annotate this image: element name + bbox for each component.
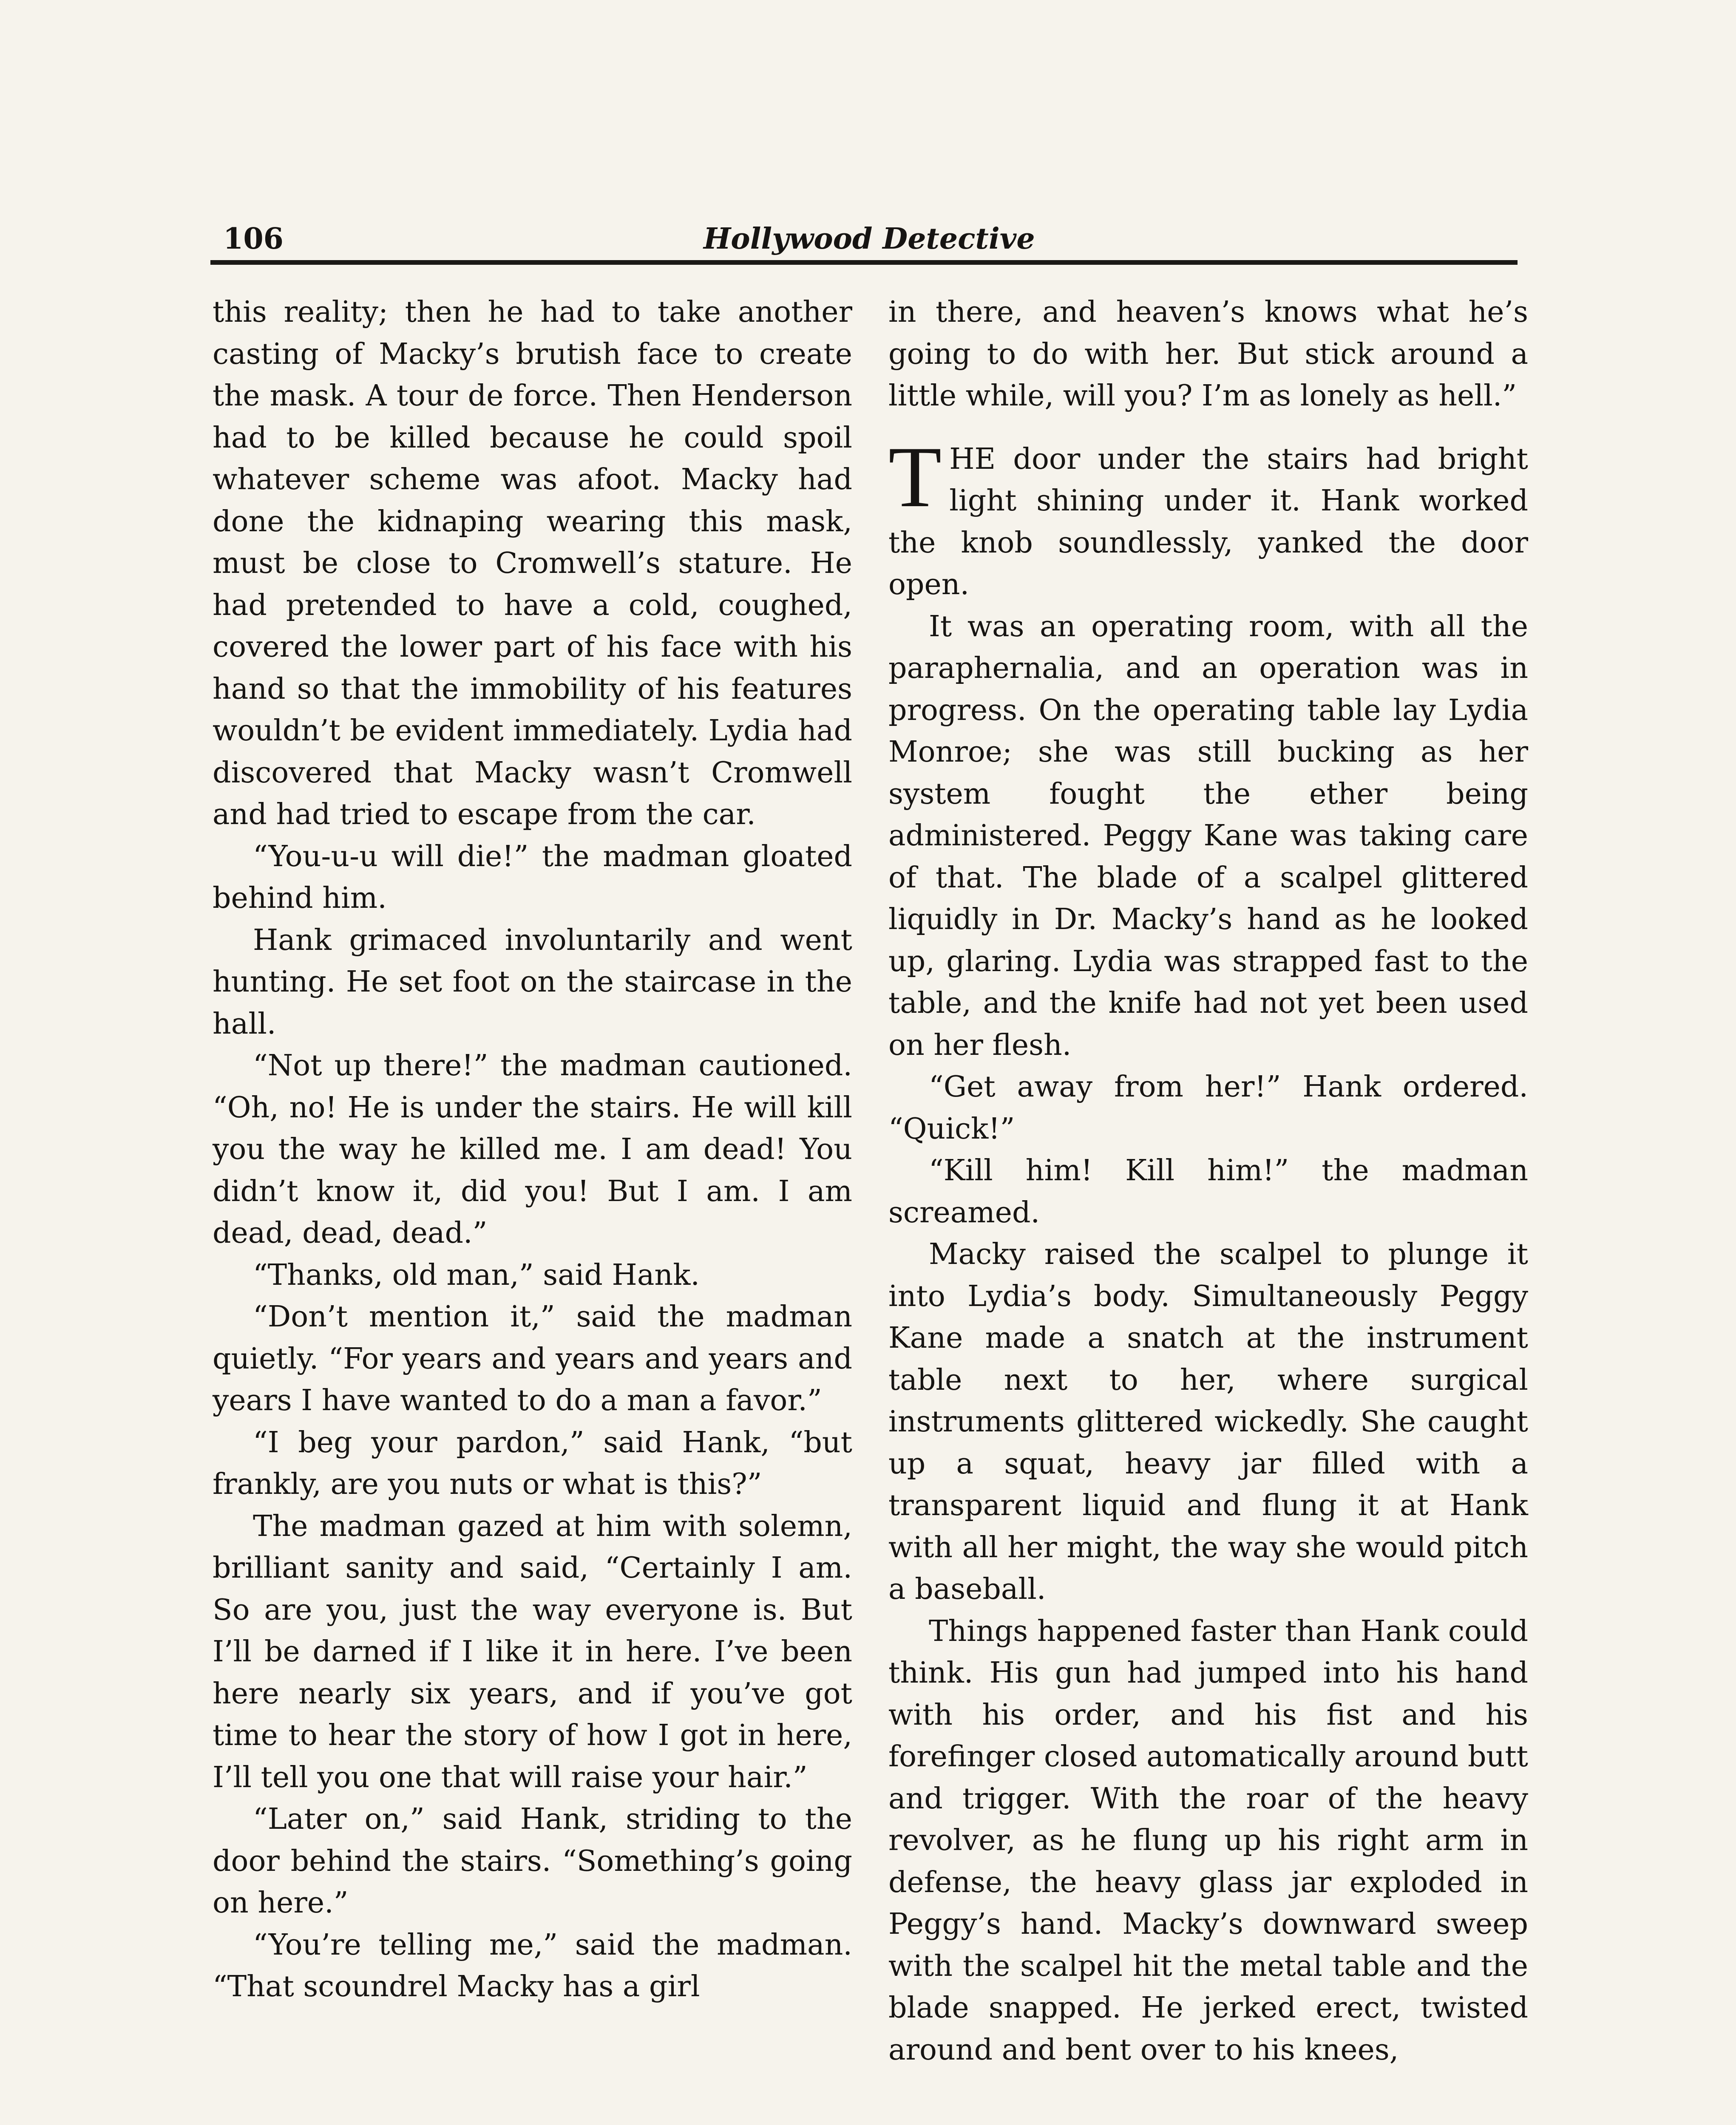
section-opening-text: HE door under the stairs had bright light shining under it. Hank worked the knob soundlessly, yanked the door open. bbox=[888, 442, 1528, 601]
paragraph: Hank grimaced involuntarily and went hunting. He set foot on the staircase in the hall. bbox=[213, 923, 852, 1041]
page-number: 106 bbox=[223, 222, 284, 256]
journal-title: Hollywood Detective bbox=[703, 222, 1035, 256]
paragraph: “You’re telling me,” said the madman. “That scoundrel Macky has a girl bbox=[213, 1928, 852, 2003]
left-column bbox=[213, 292, 852, 2008]
paragraph: “Get away from her!” Hank ordered. “Quick!” bbox=[888, 1070, 1528, 1146]
paragraph: “Not up there!” the madman cautioned. “Oh, no! He is under the stairs. He will kill you the way he killed me. I am dead! You didn’t know it, did you! But I am. I am dead, dead, dead.” bbox=[213, 1049, 852, 1250]
paragraph: “Later on,” said Hank, striding to the door behind the stairs. “Something’s going on here.” bbox=[213, 1802, 852, 1920]
paragraph: “I beg your pardon,” said Hank, “but frankly, are you nuts or what is this?” bbox=[213, 1425, 852, 1501]
paragraph: Macky raised the scalpel to plunge it into Lydia’s body. Simultaneously Peggy Kane made a snatch at the instrument table next to her, where surgical instruments glittered wickedly. She caught up a squat, heavy jar filled with a transparent liquid and flung it at Hank with all her might, the way she would pitch a baseball. bbox=[888, 1238, 1528, 1606]
right-column bbox=[888, 292, 1528, 2071]
paragraph: this reality; then he had to take another casting of Macky’s brutish face to create the mask. A tour de force. Then Henderson had to be killed because he could spoil whatever scheme was afoot. Macky had done the kidnaping wearing this mask, must be close to Cromwell’s stature. He had pretended to have a cold, coughed, covered the lower part of his face with his hand so that the immobility of his features wouldn’t be evident immediately. Lydia had discovered that Macky wasn’t Cromwell and had tried to escape from the car. bbox=[213, 295, 852, 831]
paragraph: The madman gazed at him with solemn, brilliant sanity and said, “Certainly I am. So are you, just the way everyone is. But I’ll be darned if I like it in here. I’ve been here nearly six years, and if you’ve got time to hear the story of how I got in here, I’ll tell you one that will raise your hair.” bbox=[213, 1509, 852, 1794]
paragraph: “Thanks, old man,” said Hank. bbox=[253, 1258, 700, 1292]
paragraph: “Kill him! Kill him!” the madman screamed. bbox=[888, 1154, 1528, 1230]
paragraph: Things happened faster than Hank could think. His gun had jumped into his hand with his order, and his fist and his forefinger closed automatically around butt and trigger. With the roar of the heavy revolver, as he flung up his right arm in defense, the heavy glass jar exploded in Peggy’s hand. Macky’s downward sweep with the scalpel hit the metal table and the blade snapped. He jerked erect, twisted around and bent over to his knees, bbox=[888, 1614, 1528, 2067]
paragraph: “You-u-u will die!” the madman gloated behind him. bbox=[213, 839, 852, 915]
page-header bbox=[210, 218, 1518, 265]
paragraph: “Don’t mention it,” said the madman quietly. “For years and years and years and years I have wanted to do a man a favor.” bbox=[213, 1300, 852, 1417]
paragraph: It was an operating room, with all the paraphernalia, and an operation was in progress. On the operating table lay Lydia Monroe; she was still bucking as her system fought the ether being administered. Peggy Kane was taking care of that. The blade of a scalpel glittered liquidly in Dr. Macky’s hand as he looked up, glaring. Lydia was strapped fast to the table, and the knife had not yet been used on her flesh. bbox=[888, 609, 1528, 1062]
section-opening-paragraph bbox=[888, 428, 1528, 606]
paragraph: in there, and heaven’s knows what he’s going to do with her. But stick around a little while, will you? I’m as lonely as hell.” bbox=[888, 295, 1528, 413]
drop-cap: T bbox=[888, 428, 942, 525]
